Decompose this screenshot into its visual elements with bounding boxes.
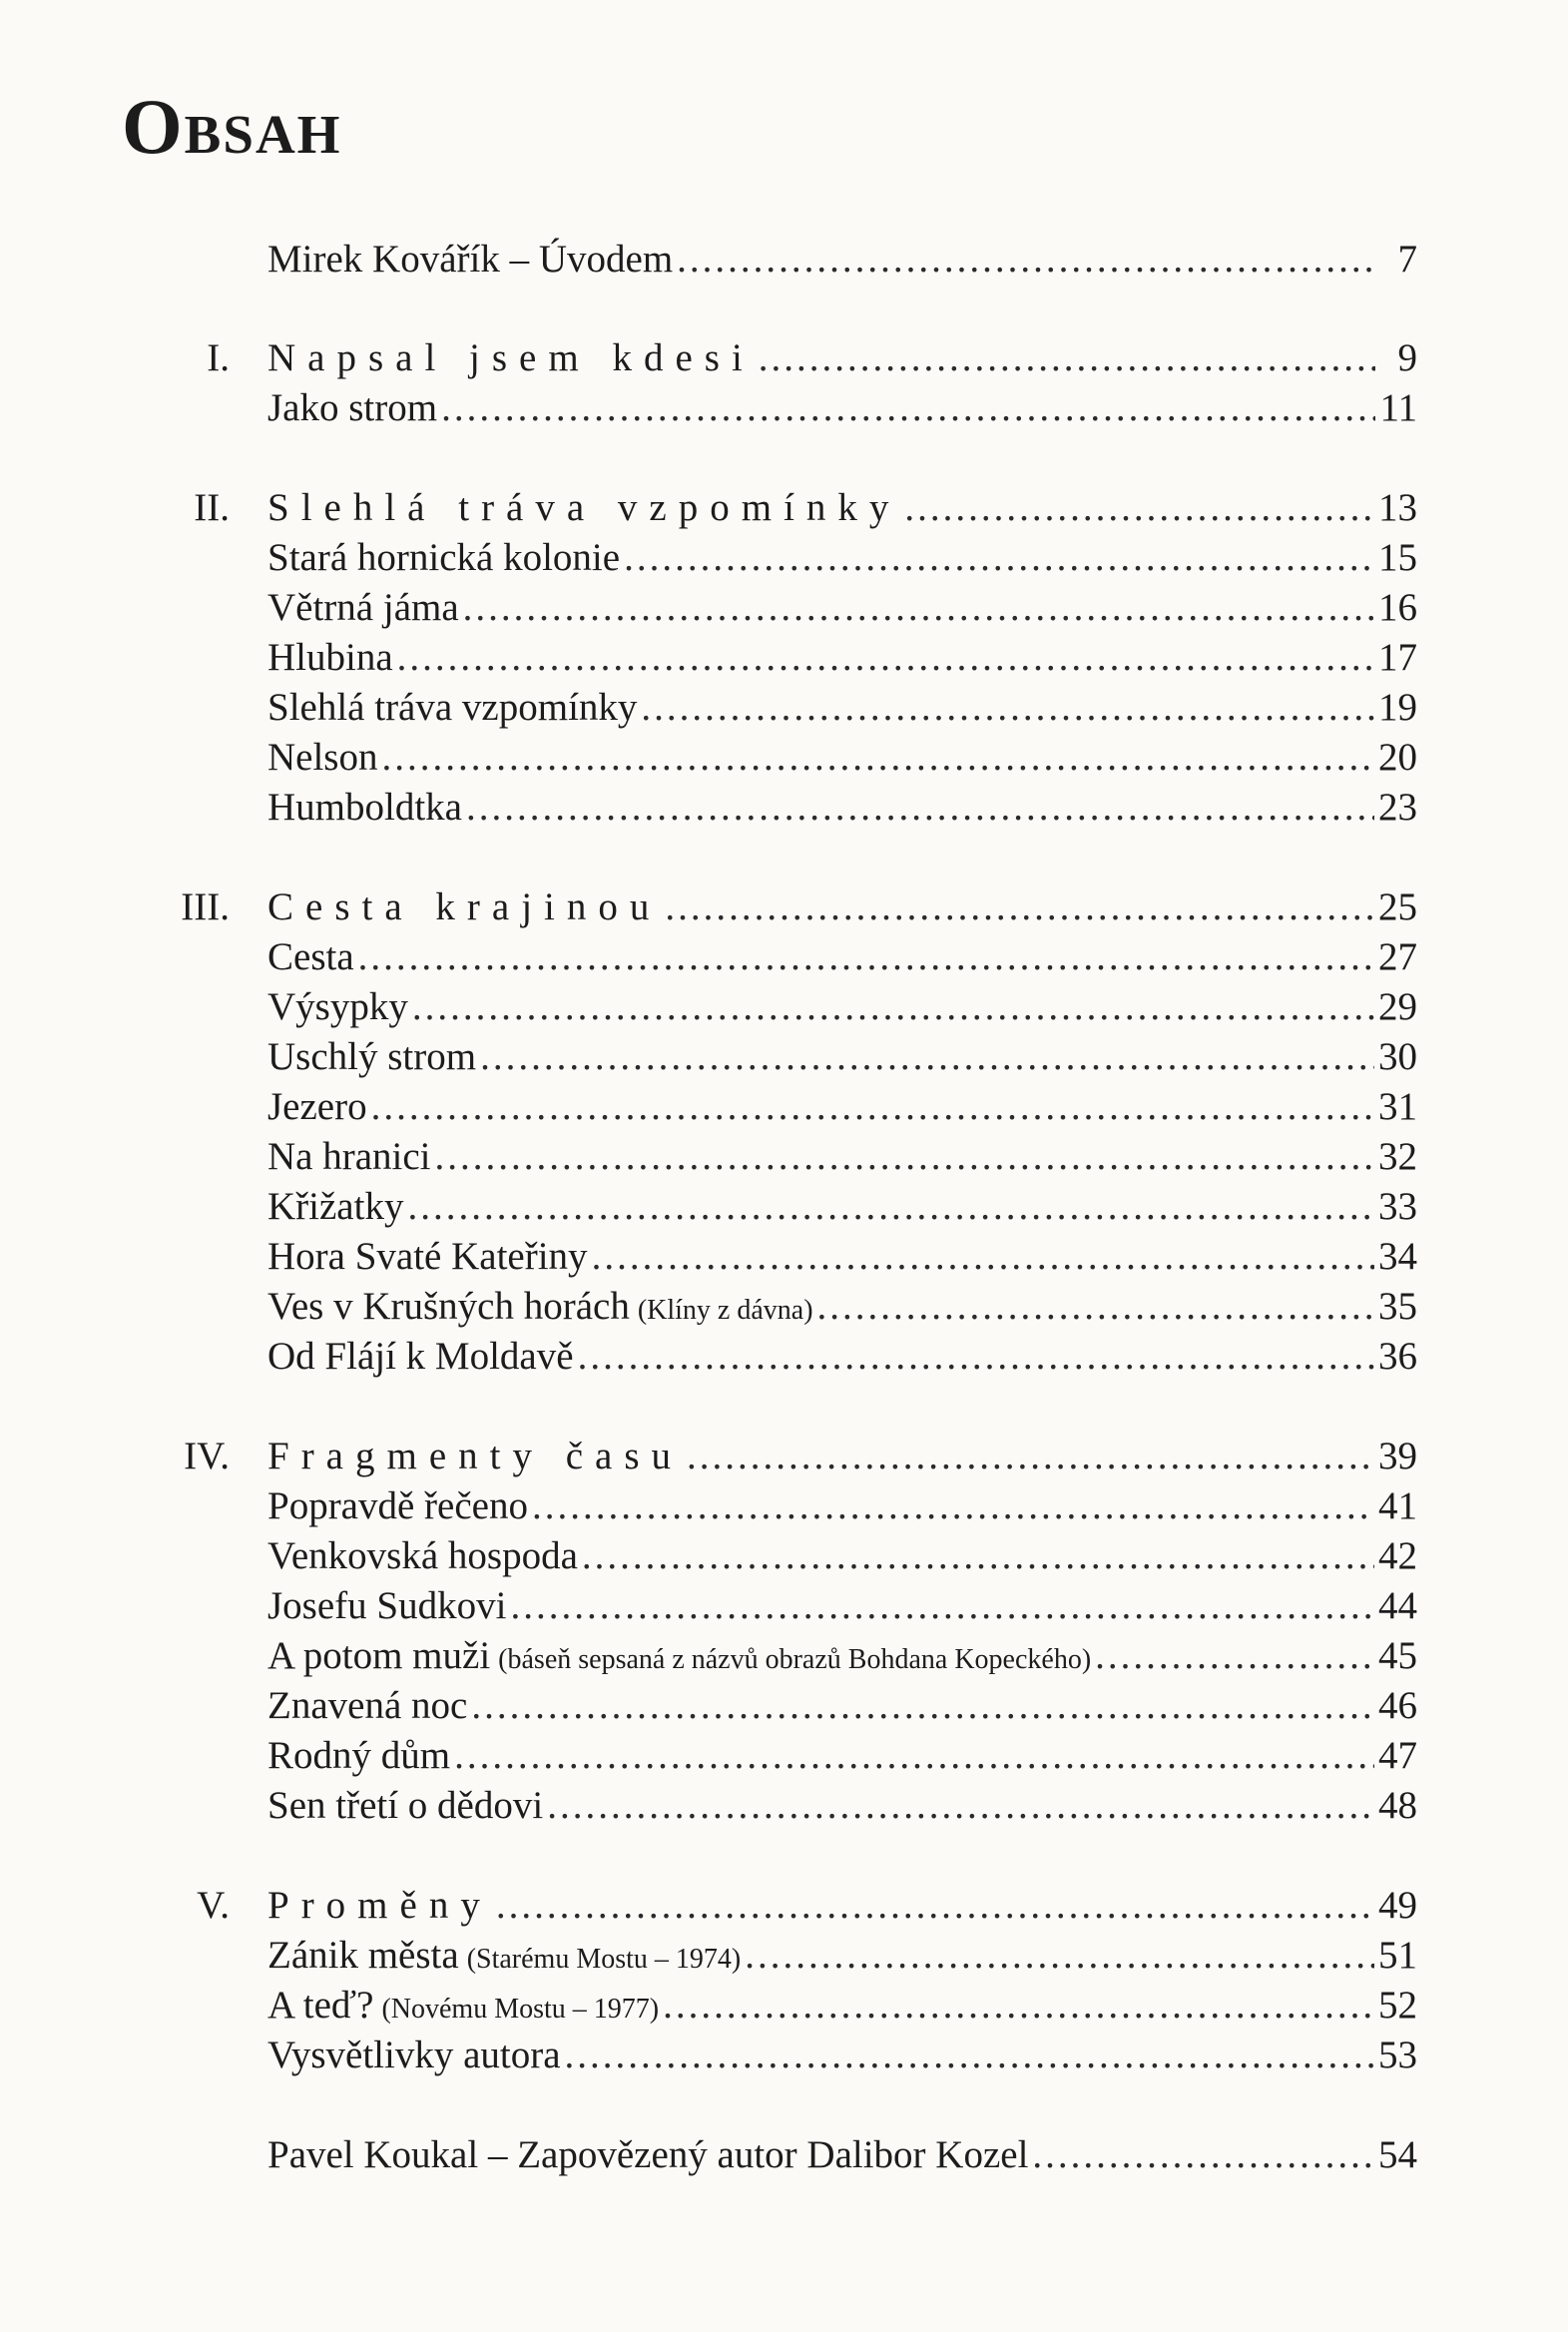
- section-numeral: IV.: [184, 1435, 230, 1477]
- entry-page-number: 45: [1378, 1634, 1417, 1677]
- toc-entry[interactable]: [267, 633, 1417, 683]
- entry-title: A potom muži: [267, 1634, 491, 1677]
- section-heading-entry[interactable]: [267, 483, 1417, 533]
- entry-title: Jezero: [267, 1085, 367, 1128]
- entry-page-number: 36: [1378, 1335, 1417, 1378]
- dot-leader: [582, 1531, 1374, 1581]
- dot-leader: [407, 1182, 1374, 1232]
- toc-entry[interactable]: [267, 1332, 1417, 1382]
- section-heading: Napsal jsem kdesi: [267, 336, 755, 379]
- entry-title: Pavel Koukal – Zapovězený autor Dalibor Kozel: [267, 2133, 1029, 2176]
- dot-leader: [677, 235, 1375, 285]
- dot-leader: [641, 683, 1374, 733]
- entry-page-number: 53: [1378, 2034, 1417, 2076]
- section-numeral: II.: [194, 486, 230, 529]
- section-heading-entry[interactable]: [267, 1432, 1417, 1481]
- entry-page-number: 44: [1378, 1584, 1417, 1627]
- dot-leader: [454, 1731, 1374, 1781]
- entry-title: Ves v Krušných horách: [267, 1285, 630, 1328]
- entry-page-number: 33: [1378, 1185, 1417, 1228]
- dot-leader: [1032, 2130, 1374, 2180]
- entry-page-number: 35: [1378, 1285, 1417, 1328]
- toc-entry[interactable]: [267, 1581, 1417, 1631]
- toc-entry[interactable]: [267, 783, 1417, 833]
- entry-page-number: 48: [1378, 1784, 1417, 1827]
- entry-title: Rodný dům: [267, 1734, 451, 1777]
- dot-leader: [578, 1332, 1374, 1382]
- entry-page-number: 19: [1378, 686, 1417, 729]
- dot-leader: [496, 1881, 1374, 1931]
- entry-title: Zánik města: [267, 1934, 459, 1977]
- section-heading: Fragmenty času: [267, 1435, 684, 1477]
- toc-entry[interactable]: [267, 383, 1417, 433]
- entry-title: Venkovská hospoda: [267, 1534, 578, 1577]
- toc-entry[interactable]: [267, 1531, 1417, 1581]
- toc-entry[interactable]: [267, 1232, 1417, 1282]
- toc-entry[interactable]: [267, 1681, 1417, 1731]
- dot-leader: [665, 882, 1374, 932]
- toc-entry[interactable]: [267, 932, 1417, 982]
- section-heading: Slehlá tráva vzpomínky: [267, 486, 901, 529]
- entry-title: Od Flájí k Moldavě: [267, 1335, 574, 1378]
- entry-page-number: 30: [1378, 1035, 1417, 1078]
- dot-leader: [663, 1981, 1374, 2031]
- dot-leader: [1095, 1631, 1374, 1681]
- dot-leader: [624, 533, 1374, 583]
- entry-title: Josefu Sudkovi: [267, 1584, 507, 1627]
- entry-title: Popravdě řečeno: [267, 1484, 528, 1527]
- entry-title: Mirek Kovářík – Úvodem: [267, 238, 674, 281]
- entry-page-number: 7: [1397, 238, 1417, 281]
- entry-title: Nelson: [267, 736, 378, 779]
- entry-note: (Klíny z dávna): [637, 1295, 813, 1326]
- dot-leader: [817, 1282, 1374, 1332]
- dot-leader: [435, 1132, 1374, 1182]
- toc-entry[interactable]: [267, 533, 1417, 583]
- dot-leader: [687, 1432, 1374, 1481]
- toc-entry[interactable]: [267, 1032, 1417, 1082]
- dot-leader: [759, 333, 1375, 383]
- entry-page-number: 16: [1378, 586, 1417, 629]
- toc-entry[interactable]: [267, 683, 1417, 733]
- toc-entry[interactable]: [267, 1481, 1417, 1531]
- entry-page-number: 27: [1378, 935, 1417, 978]
- dot-leader: [745, 1931, 1374, 1981]
- dot-leader: [592, 1232, 1374, 1282]
- entry-title: Vysvětlivky autora: [267, 2034, 561, 2076]
- dot-leader: [371, 1082, 1374, 1132]
- entry-title: Hora Svaté Kateřiny: [267, 1235, 588, 1278]
- entry-page-number: 34: [1378, 1235, 1417, 1278]
- entry-note: (báseň sepsaná z názvů obrazů Bohdana Kopeckého): [498, 1644, 1092, 1675]
- toc-entry[interactable]: [267, 982, 1417, 1032]
- entry-title: Cesta: [267, 935, 354, 978]
- entry-page-number: 29: [1378, 985, 1417, 1028]
- entry-page-number: 11: [1379, 386, 1417, 429]
- entry-title: Jako strom: [267, 386, 438, 429]
- toc-entry[interactable]: [267, 1182, 1417, 1232]
- toc-entry[interactable]: [267, 2031, 1417, 2080]
- dot-leader: [397, 633, 1374, 683]
- entry-page-number: 52: [1378, 1984, 1417, 2027]
- dot-leader: [532, 1481, 1374, 1531]
- dot-leader: [904, 483, 1374, 533]
- toc-entry-intro[interactable]: [267, 235, 1417, 285]
- dot-leader: [466, 783, 1374, 833]
- section-numeral: III.: [181, 885, 230, 928]
- entry-title: Humboldtka: [267, 786, 462, 829]
- page-title: Obsah: [122, 83, 342, 170]
- entry-page-number: 15: [1378, 536, 1417, 579]
- entry-page-number: 54: [1378, 2133, 1417, 2176]
- toc-entry[interactable]: [267, 1931, 1417, 1981]
- entry-title: Na hranici: [267, 1135, 431, 1178]
- section-heading-entry[interactable]: [267, 1881, 1417, 1931]
- section-heading-entry[interactable]: [267, 882, 1417, 932]
- dot-leader: [463, 583, 1374, 633]
- entry-note: (Starému Mostu – 1974): [466, 1944, 742, 1975]
- entry-title: Hlubina: [267, 636, 393, 679]
- entry-page-number: 9: [1397, 336, 1417, 379]
- section-numeral: I.: [207, 336, 230, 379]
- entry-page-number: 42: [1378, 1534, 1417, 1577]
- entry-page-number: 49: [1378, 1884, 1417, 1927]
- entry-title: Sen třetí o dědovi: [267, 1784, 544, 1827]
- toc-entry[interactable]: [267, 1981, 1417, 2031]
- entry-page-number: 17: [1378, 636, 1417, 679]
- entry-title: Slehlá tráva vzpomínky: [267, 686, 638, 729]
- dot-leader: [382, 733, 1375, 783]
- toc-entry[interactable]: [267, 733, 1417, 783]
- dot-leader: [547, 1781, 1374, 1831]
- dot-leader: [441, 383, 1375, 433]
- entry-note: (Novému Mostu – 1977): [381, 1994, 660, 2025]
- toc-entry-outro[interactable]: [267, 2130, 1417, 2180]
- entry-page-number: 32: [1378, 1135, 1417, 1178]
- dot-leader: [412, 982, 1374, 1032]
- toc-entry[interactable]: [267, 1731, 1417, 1781]
- entry-page-number: 47: [1378, 1734, 1417, 1777]
- entry-page-number: 25: [1378, 885, 1417, 928]
- entry-title: Stará hornická kolonie: [267, 536, 621, 579]
- section-numeral: V.: [197, 1884, 230, 1927]
- toc-entry[interactable]: [267, 1082, 1417, 1132]
- entry-title: Výsypky: [267, 985, 408, 1028]
- entry-page-number: 51: [1378, 1934, 1417, 1977]
- section-heading: Proměny: [267, 1884, 492, 1927]
- entry-page-number: 13: [1378, 486, 1417, 529]
- entry-page-number: 20: [1378, 736, 1417, 779]
- toc-entry[interactable]: [267, 1631, 1417, 1681]
- entry-page-number: 41: [1378, 1484, 1417, 1527]
- entry-title: Křižatky: [267, 1185, 404, 1228]
- dot-leader: [510, 1581, 1374, 1631]
- section-heading: Cesta krajinou: [267, 885, 662, 928]
- toc-entry[interactable]: [267, 1282, 1417, 1332]
- toc-entry[interactable]: [267, 1781, 1417, 1831]
- entry-title: Uschlý strom: [267, 1035, 477, 1078]
- entry-page-number: 39: [1378, 1435, 1417, 1477]
- entry-title: A teď?: [267, 1984, 374, 2027]
- dot-leader: [471, 1681, 1374, 1731]
- toc-entry[interactable]: [267, 583, 1417, 633]
- dot-leader: [480, 1032, 1374, 1082]
- entry-title: Znavená noc: [267, 1684, 468, 1727]
- entry-page-number: 31: [1378, 1085, 1417, 1128]
- entry-page-number: 23: [1378, 786, 1417, 829]
- section-heading-entry[interactable]: [267, 333, 1417, 383]
- toc-entry[interactable]: [267, 1132, 1417, 1182]
- dot-leader: [358, 932, 1374, 982]
- entry-page-number: 46: [1378, 1684, 1417, 1727]
- entry-title: Větrná jáma: [267, 586, 459, 629]
- dot-leader: [565, 2031, 1374, 2080]
